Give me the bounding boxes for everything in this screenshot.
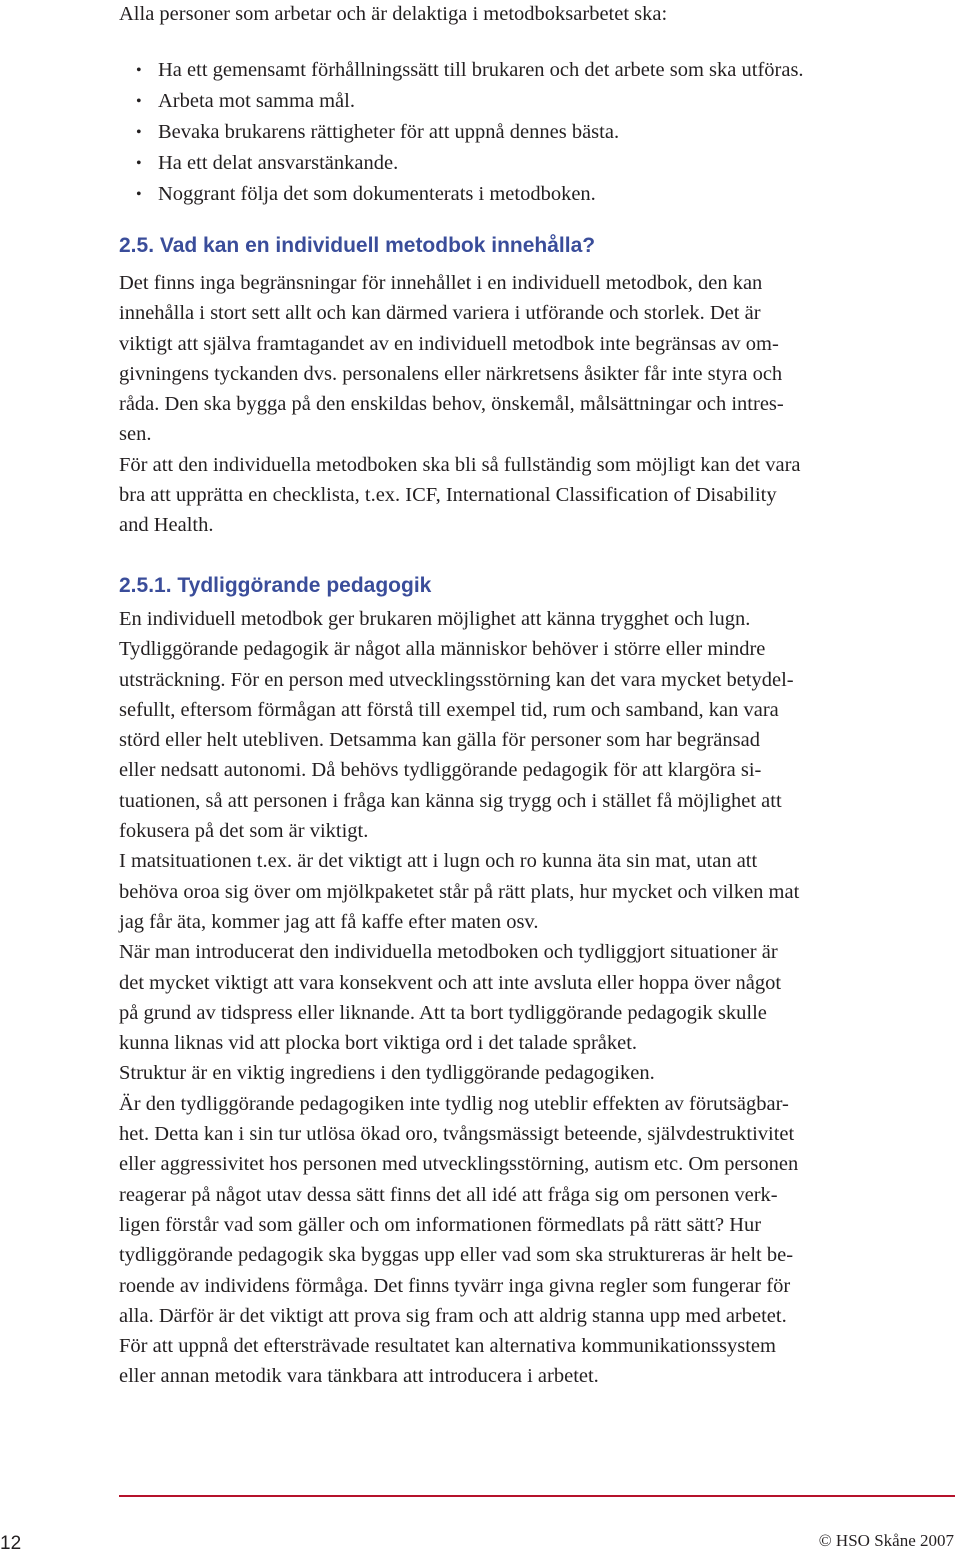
text-line: viktigt att själva framtagandet av en individuell metodbok inte begränsas av om- [119,332,779,355]
text-line: sefullt, eftersom förmågan att förstå till exempel tid, rum och samband, kan vara [119,698,779,721]
text-line: utsträckning. För en person med utvecklingsstörning kan det vara mycket betydel- [119,668,794,691]
text-line: För att uppnå det eftersträvade resultatet kan alternativa kommunikationssystem [119,1335,776,1358]
bullet-icon: • [136,155,142,172]
section-heading-2-5: 2.5. Vad kan en individuell metodbok innehålla? [119,234,596,257]
section-2-5-1-body [119,604,941,1392]
text-line: på grund av tidspress eller liknande. Att ta bort tydliggörande pedagogik skulle [119,1001,767,1024]
text-line: eller annan metodik vara tänkbara att introducera i arbetet. [119,1365,599,1388]
bullet-icon: • [136,62,142,79]
bullet-icon: • [136,124,142,141]
text-line: roende av individens förmåga. Det finns tyvärr inga givna regler som fungerar för [119,1274,791,1297]
text-line: En individuell metodbok ger brukaren möjlighet att känna trygghet och lugn. [119,608,751,630]
list-item: • Arbeta mot samma mål. [119,86,804,117]
list-item: • Ha ett gemensamt förhållningssätt till brukaren och det arbete som ska utföras. [119,55,804,86]
text-line: Är den tydliggörande pedagogiken inte tydlig nog uteblir effekten av förutsägbar- [119,1092,789,1115]
text-line: störd eller helt utebliven. Detsamma kan gälla för personer som har begränsad [119,729,760,752]
text-line: För att den individuella metodboken ska bli så fullständig som möjligt kan det vara [119,453,801,476]
section-heading-2-5-1: 2.5.1. Tydliggörande pedagogik [119,574,432,597]
text-line: eller nedsatt autonomi. Då behövs tydliggörande pedagogik för att klargöra si- [119,759,762,782]
footer-divider [119,1495,955,1497]
text-line: and Health. [119,514,214,537]
intro-text: Alla personer som arbetar och är delaktiga i metodboksarbetet ska: [119,3,668,25]
text-line: Tydliggörande pedagogik är något alla människor behöver i större eller mindre [119,638,766,661]
text-line: Det finns inga begränsningar för innehållet i en individuell metodbok, den kan [119,272,763,294]
text-line: eller aggressivitet hos personen med utvecklingsstörning, autism etc. Om personen [119,1153,799,1176]
list-item: • Noggrant följa det som dokumenterats i metodboken. [119,179,804,210]
text-line: bra att upprätta en checklista, t.ex. ICF, International Classification of Disability [119,484,777,507]
text-line: det mycket viktigt att vara konsekvent och att inte avsluta eller hoppa över något [119,971,782,994]
text-line: tydliggörande pedagogik ska byggas upp eller vad som ska struktureras är helt be- [119,1244,794,1267]
text-line: alla. Därför är det viktigt att prova sig fram och att aldrig stanna upp med arbetet. [119,1304,787,1327]
text-line: I matsituationen t.ex. är det viktigt att i lugn och ro kunna äta sin mat, utan att [119,850,758,873]
text-line: Struktur är en viktig ingrediens i den tydliggörande pedagogiken. [119,1062,655,1085]
text-line: När man introducerat den individuella metodboken och tydliggjort situationer är [119,941,778,964]
text-line: behöva oroa sig över om mjölkpaketet står på rätt plats, hur mycket och vilken mat [119,880,800,903]
list-item: • Ha ett delat ansvarstänkande. [119,148,804,179]
text-line: fokusera på det som är viktigt. [119,820,369,843]
text-line: kunna liknas vid att plocka bort viktiga ord i det talade språket. [119,1032,638,1055]
list-item: • Bevaka brukarens rättigheter för att uppnå dennes bästa. [119,117,804,148]
text-line: tuationen, så att personen i fråga kan känna sig trygg och i stället få möjlighet att [119,789,782,812]
bullet-icon: • [136,186,142,203]
section-2-5-body [119,268,941,541]
text-line: givningens tyckanden dvs. personalens eller närkretsens åsikter får inte styra och [119,362,783,385]
bullet-list [119,55,804,210]
text-line: het. Detta kan i sin tur utlösa ökad oro, tvångsmässigt beteende, självdestruktivitet [119,1123,795,1146]
text-line: reagerar på något utav dessa sätt finns det all idé att fråga sig om personen verk- [119,1183,778,1206]
page-number: 12 [0,1533,22,1554]
text-line: sen. [119,423,152,446]
copyright-text: © HSO Skåne 2007 [818,1531,954,1550]
text-line: innehålla i stort sett allt och kan därmed variera i utförande och storlek. Det är [119,302,761,325]
text-line: råda. Den ska bygga på den enskildas behov, önskemål, målsättningar och intres- [119,393,784,416]
bullet-icon: • [136,93,142,110]
text-line: jag får äta, kommer jag att få kaffe efter maten osv. [119,910,539,933]
text-line: ligen förstår vad som gäller och om informationen förmedlats på rätt sätt? Hur [119,1213,762,1236]
